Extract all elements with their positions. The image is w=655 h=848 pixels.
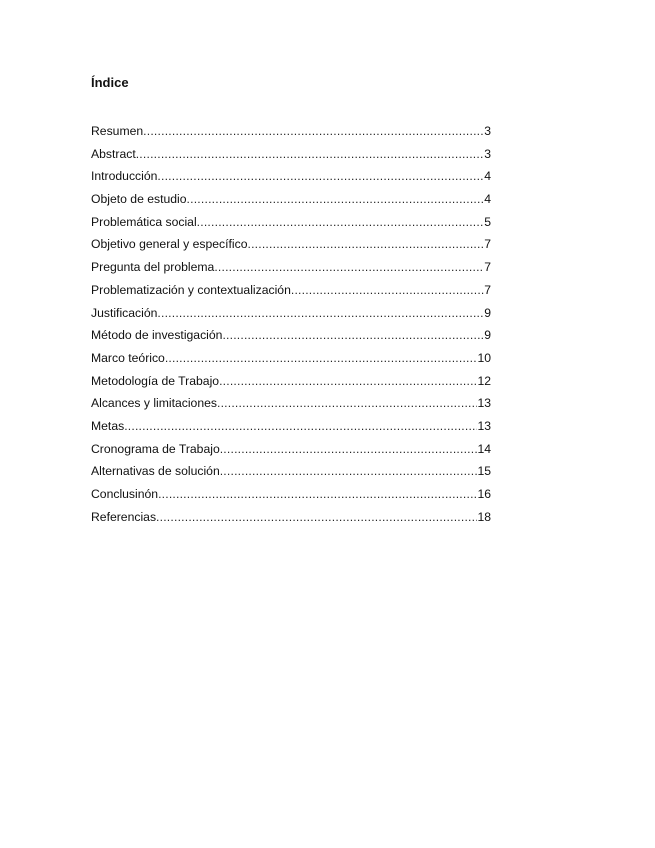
toc-entry-page: 4: [484, 192, 491, 207]
toc-leader-dots: [220, 460, 478, 483]
toc-entry: [91, 370, 491, 393]
toc-entry-page: 13: [477, 418, 491, 433]
toc-entry-page: 15: [477, 464, 491, 479]
toc-leader-dots: [143, 120, 484, 143]
toc-entry-label: Abstract: [91, 146, 136, 161]
toc-entry-label: Metas: [91, 418, 125, 433]
toc-entry-page: 3: [484, 146, 491, 161]
toc-entry-label: Referencias: [91, 509, 157, 524]
toc-entry-page: 9: [484, 305, 491, 320]
toc-entry-label: Conclusinón: [91, 487, 159, 501]
toc-entry: [91, 143, 491, 166]
toc-leader-dots: [157, 302, 484, 325]
toc-entry-label: Problematización y contextualización: [91, 282, 291, 297]
toc-entry-page: 7: [484, 260, 491, 275]
toc-entry: [91, 347, 491, 370]
toc-entry: [91, 211, 491, 234]
toc-leader-dots: [248, 233, 485, 256]
table-of-contents: [91, 120, 491, 528]
toc-entry: [91, 233, 491, 256]
toc-leader-dots: [222, 324, 484, 347]
toc-leader-dots: [136, 143, 485, 166]
toc-leader-dots: [197, 211, 485, 234]
toc-entry: [91, 506, 491, 529]
toc-leader-dots: [156, 506, 477, 529]
toc-entry-label: Alternativas de solución: [91, 464, 220, 479]
toc-entry-page: 12: [477, 373, 491, 388]
toc-entry: [91, 324, 491, 347]
toc-entry: [91, 483, 491, 506]
toc-entry: [91, 302, 491, 325]
toc-entry-label: Cronograma de Trabajo: [91, 441, 220, 456]
toc-entry-label: Objeto de estudio: [91, 192, 187, 207]
toc-leader-dots: [291, 279, 484, 302]
toc-leader-dots: [165, 347, 478, 370]
toc-entry-page: 14: [477, 441, 491, 456]
toc-entry-page: 13: [477, 396, 491, 411]
toc-entry-label: Resumen: [91, 124, 144, 138]
toc-entry-page: 7: [484, 237, 491, 252]
toc-entry-label: Problemática social: [91, 214, 197, 229]
toc-entry-label: Justificación: [91, 305, 158, 320]
toc-entry-page: 10: [477, 350, 491, 365]
toc-leader-dots: [157, 165, 484, 188]
toc-entry-label: Introducción: [91, 169, 158, 184]
toc-entry: [91, 392, 491, 415]
index-title: Índice: [91, 75, 129, 90]
toc-leader-dots: [219, 370, 477, 393]
toc-entry: [91, 165, 491, 188]
toc-entry-label: Pregunta del problema: [91, 260, 215, 275]
toc-leader-dots: [158, 483, 477, 506]
toc-entry-label: Método de investigación: [91, 328, 223, 343]
toc-entry: [91, 460, 491, 483]
toc-entry: [91, 279, 491, 302]
toc-leader-dots: [187, 188, 485, 211]
toc-entry-page: 7: [484, 282, 491, 297]
toc-entry: [91, 188, 491, 211]
toc-entry-label: Alcances y limitaciones: [91, 396, 217, 411]
toc-leader-dots: [214, 256, 484, 279]
toc-entry: [91, 120, 491, 143]
toc-entry: [91, 256, 491, 279]
toc-entry-page: 5: [484, 214, 491, 229]
toc-entry-page: 4: [484, 169, 491, 184]
toc-leader-dots: [217, 392, 477, 415]
toc-entry: [91, 438, 491, 461]
toc-leader-dots: [124, 415, 477, 438]
toc-leader-dots: [220, 438, 478, 461]
toc-entry-page: 9: [484, 328, 491, 343]
toc-entry-page: 16: [477, 487, 491, 501]
toc-entry-page: 3: [484, 124, 491, 138]
toc-entry-label: Objetivo general y específico: [91, 237, 248, 252]
toc-entry-label: Marco teórico: [91, 350, 165, 365]
toc-entry: [91, 415, 491, 438]
toc-entry-label: Metodología de Trabajo: [91, 373, 220, 388]
toc-entry-page: 18: [477, 509, 491, 524]
